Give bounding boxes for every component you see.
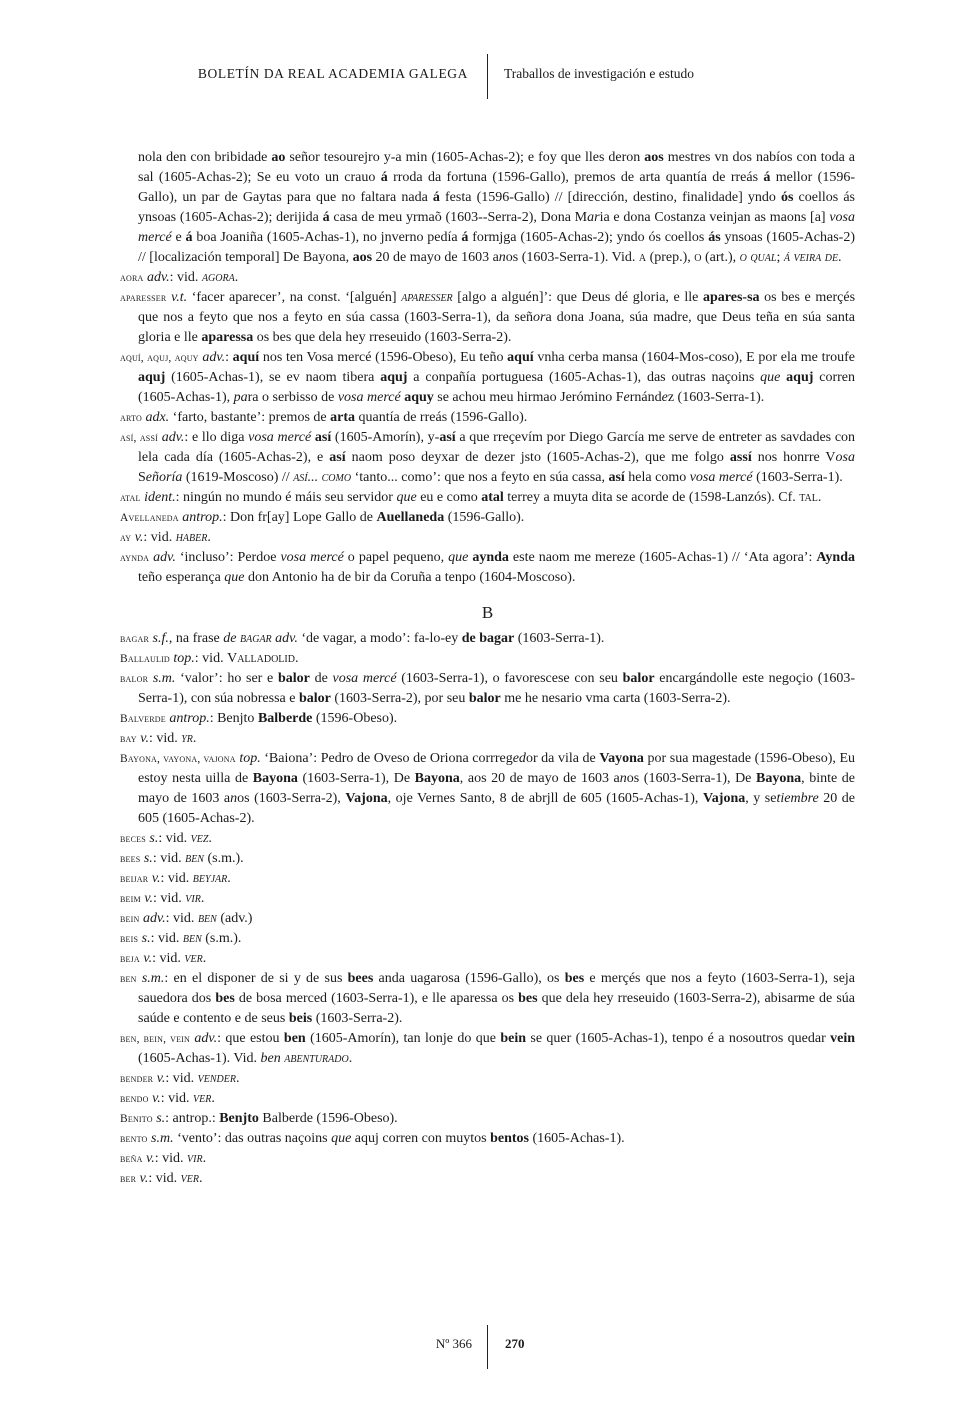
footer-divider [487, 1325, 488, 1369]
dictionary-entry [120, 288, 855, 348]
entry-headword: bein [120, 913, 140, 925]
entry-definition: top.: vid. Valladolid. [173, 651, 299, 666]
entry-definition: v.: vid. vender. [156, 1071, 240, 1086]
entry-headword: beis [120, 933, 139, 945]
entry-headword: ben [120, 973, 137, 985]
entry-definition: antrop.: Benjto Balberde (1596-Obeso). [169, 711, 398, 726]
dictionary-entry [120, 508, 855, 528]
entry-headword: beces [120, 833, 146, 845]
entry-definition: v.: vid. ver. [139, 1171, 203, 1186]
entry-definition: ident.: ningún no mundo é máis seu servidor que eu e como atal terrey a muyta dita se acorde de (1598-Lanzós). Cf. tal. [144, 490, 822, 505]
dictionary-entry [120, 869, 855, 889]
entry-definition: v.: vid. vir. [146, 1151, 207, 1166]
entry-headword: aparesser [120, 292, 167, 304]
dictionary-entry [120, 428, 855, 488]
entry-definition: v.: vid. vir. [144, 891, 205, 906]
entry-headword: Avellaneda [120, 512, 179, 524]
entry-definition: antrop.: Don fr[ay] Lope Gallo de Auellaneda (1596-Gallo). [182, 510, 525, 525]
entry-headword: ay [120, 532, 132, 544]
entry-headword: aora [120, 272, 144, 284]
dictionary-entry [120, 1089, 855, 1109]
dictionary-entry [120, 829, 855, 849]
header-section: Traballos de investigación e estudo [504, 66, 694, 81]
entry-headword: bay [120, 733, 137, 745]
entry-headword: ber [120, 1173, 137, 1185]
dictionary-entry [120, 849, 855, 869]
entry-definition: s.: vid. ben (s.m.). [143, 851, 244, 866]
entry-definition: adv.: aquí nos ten Vosa mercé (1596-Obeso), Eu teño aquí vnha cerba mansa (1604-Mos-coso), E por ela me troufe aquj (1605-Achas-1), se ev naom tibera aquj a conpañía portuguesa (1605-Achas-1), das outras naçoins que aquj corren (1605-Achas-1), para o serbisso de vosa mercé aquy se achou meu hirmao Jerómino Fernández (1603-Serra-1). [138, 350, 856, 405]
entry-headword: así, assí [120, 432, 158, 444]
dictionary-entry [120, 1109, 855, 1129]
dictionary-entry [120, 629, 855, 649]
dictionary-entry [120, 488, 855, 508]
section-letter-b: B [481, 603, 494, 622]
entry-headword: beim [120, 893, 141, 905]
entry-definition: adv.: e llo diga vosa mercé así (1605-Amorín), y-así a que rreçevím por Diego García me serve de entreter as savdades con lela cada día (1605-Achas-2), e así naom poso deyxar de dezer jsto (1605-Achas-2), que me folgo assí nos honrre Vosa Señoría (1619-Moscoso) // así... como ‘tanto... como’: que nos a feyto en súa cassa, así hela como vosa mercé (1603-Serra-1). [138, 430, 856, 485]
entry-headword: bendo [120, 1093, 149, 1105]
entry-definition: nola den con bribidade ao señor tesourejro y-a min (1605-Achas-2); e foy que lles deron aos mestres vn dos nabíos con toda a sal (1605-Achas-2); Se eu voto un crauo á rroda da fortuna (1596-Gallo), premos de arta quantía de rreás á mellor (1596-Gallo), un par de Gaytas para que no faltara nada á festa (1596-Gallo) // [dirección, destino, finalidade] yndo ós coellos ás ynsoas (1605-Achas-2); derijida á casa de meu yrmaõ (1603--Serra-2), Dona Maria e dona Costanza veinjan as maons [a] vosa mercé e á boa Joaniña (1605-Achas-1), no jnverno pedía á formjga (1605-Achas-2); yndo ós coellos ás ynsoas (1605-Achas-2) // [localización temporal] De Bayona, aos 20 de mayo de 1603 anos (1603-Serra-1). Vid. a (prep.), o (art.), o qual; á veira de. [138, 150, 856, 265]
entry-definition: adv.: que estou ben (1605-Amorín), tan lonje do que bein se quer (1605-Achas-1), tenpo é a nosoutros quedar vein (1605-Achas-1). Vid. ben abenturado. [138, 1031, 856, 1066]
entries-a [120, 148, 855, 588]
dictionary-entry [120, 889, 855, 909]
entry-headword: beja [120, 953, 140, 965]
dictionary-entry [120, 709, 855, 729]
dictionary-entry [120, 729, 855, 749]
dictionary-entry [120, 408, 855, 428]
entry-headword: bender [120, 1073, 154, 1085]
entry-definition: adv.: vid. agora. [146, 270, 239, 285]
entry-headword: atal [120, 492, 141, 504]
entry-definition: s.: vid. vez. [149, 831, 212, 846]
entry-definition: s.m.: en el disponer de si y de sus bees anda uagarosa (1596-Gallo), os bes e merçés que nos a feyto (1603-Serra-1), seja sauedora dos bes de bosa merced (1603-Serra-1), e lle aparessa os bes que dela hey rreseuido (1603-Serra-2), abisarme de súa saúde e contento e de seus beis (1603-Serra-2). [138, 971, 856, 1026]
dictionary-entry [120, 929, 855, 949]
entry-definition: s.f., na frase de bagar adv. ‘de vagar, a modo’: fa-lo-ey de bagar (1603-Serra-1). [152, 631, 605, 646]
entry-headword: bagar [120, 633, 150, 645]
dictionary-entry [120, 548, 855, 588]
entry-headword: Bayona, vayona, vajona [120, 753, 236, 765]
entry-headword: arto [120, 412, 142, 424]
dictionary-entry [120, 969, 855, 1029]
entry-headword: beijar [120, 873, 149, 885]
entry-headword: aynda [120, 552, 150, 564]
dictionary-entry [120, 528, 855, 548]
dictionary-entry [120, 148, 855, 268]
entry-headword: beña [120, 1153, 143, 1165]
entry-definition: v.: vid. ver. [143, 951, 207, 966]
entry-headword: bees [120, 853, 141, 865]
entry-headword: balor [120, 673, 149, 685]
dictionary-entry [120, 1129, 855, 1149]
entry-definition: v.: vid. ver. [152, 1091, 215, 1106]
header-journal: BOLETÍN DA REAL ACADEMIA GALEGA [197, 66, 468, 81]
dictionary-body [120, 148, 855, 1189]
dictionary-entry [120, 268, 855, 288]
footer-page-number: 270 [505, 1336, 525, 1351]
entry-definition: s.m. ‘valor’: ho ser e balor de vosa mercé (1603-Serra-1), o favorescese con seu balor encargándolle este negoçio (1603-Serra-1), con súa nobressa e balor (1603-Serra-2), por seu balor me he nesario vma carta (1603-Serra-2). [138, 671, 856, 706]
entry-headword: aquí, aquj, aquy [120, 352, 199, 364]
entry-definition: v.: vid. beyjar. [151, 871, 231, 886]
header-divider [487, 54, 488, 99]
entry-headword: Balverde [120, 713, 166, 725]
dictionary-entry [120, 1169, 855, 1189]
dictionary-entry [120, 649, 855, 669]
dictionary-entry [120, 1149, 855, 1169]
entry-headword: Ballaulid [120, 653, 170, 665]
entry-definition: v.: vid. haber. [134, 530, 211, 545]
entry-definition: top. ‘Baiona’: Pedro de Oveso de Oriona corrregedor da vila de Vayona por sua magestade (1596-Obeso), Eu estoy nesta uilla de Bayona (1603-Serra-1), De Bayona, aos 20 de mayo de 1603 anos (1603-Serra-1), De Bayona, binte de mayo de 1603 anos (1603-Serra-2), Vajona, oje Vernes Santo, 8 de abrjll de 605 (1605-Achas-1), Vajona, y setiembre 20 de 605 (1605-Achas-2). [138, 751, 856, 826]
dictionary-entry [120, 909, 855, 929]
dictionary-entry [120, 949, 855, 969]
footer-issue: Nº 366 [435, 1336, 472, 1351]
entry-definition: s.: vid. ben (s.m.). [141, 931, 242, 946]
dictionary-entry [120, 1069, 855, 1089]
dictionary-entry [120, 1029, 855, 1069]
entries-b [120, 629, 855, 1189]
entry-definition: s.: antrop.: Benjto Balberde (1596-Obeso). [156, 1111, 398, 1126]
entry-definition: v.: vid. yr. [140, 731, 197, 746]
dictionary-entry [120, 749, 855, 829]
entry-headword: bento [120, 1133, 148, 1145]
entry-headword: Benito [120, 1113, 153, 1125]
entry-headword: ben, bein, vein [120, 1033, 191, 1045]
entry-definition: adx. ‘farto, bastante’: premos de arta quantía de rreás (1596-Gallo). [145, 410, 528, 425]
entry-definition: adv.: vid. ben (adv.) [142, 911, 253, 926]
dictionary-entry [120, 348, 855, 408]
entry-definition: v.t. ‘facer aparecer’, na const. ‘[alguén] aparesser [algo a alguén]’: que Deus dé gloria, e lle apares-sa os bes e merçés que nos a feyto que nos a feyto en súa cassa (1603-Serra-1), da señora dona Joana, súa madre, que Deus teña en súa santa gloria e lle aparessa os bes que dela hey rreseuido (1603-Serra-2). [138, 290, 856, 345]
dictionary-entry [120, 669, 855, 709]
entry-definition: adv. ‘incluso’: Perdoe vosa mercé o papel pequeno, que aynda este naom me mereze (1605-Achas-1) // ‘Ata agora’: Aynda teño esperança que don Antonio ha de bir da Coruña a tenpo (1604-Moscoso). [138, 550, 856, 585]
entry-definition: s.m. ‘vento’: das outras naçoins que aquj corren con muytos bentos (1605-Achas-1). [151, 1131, 625, 1146]
